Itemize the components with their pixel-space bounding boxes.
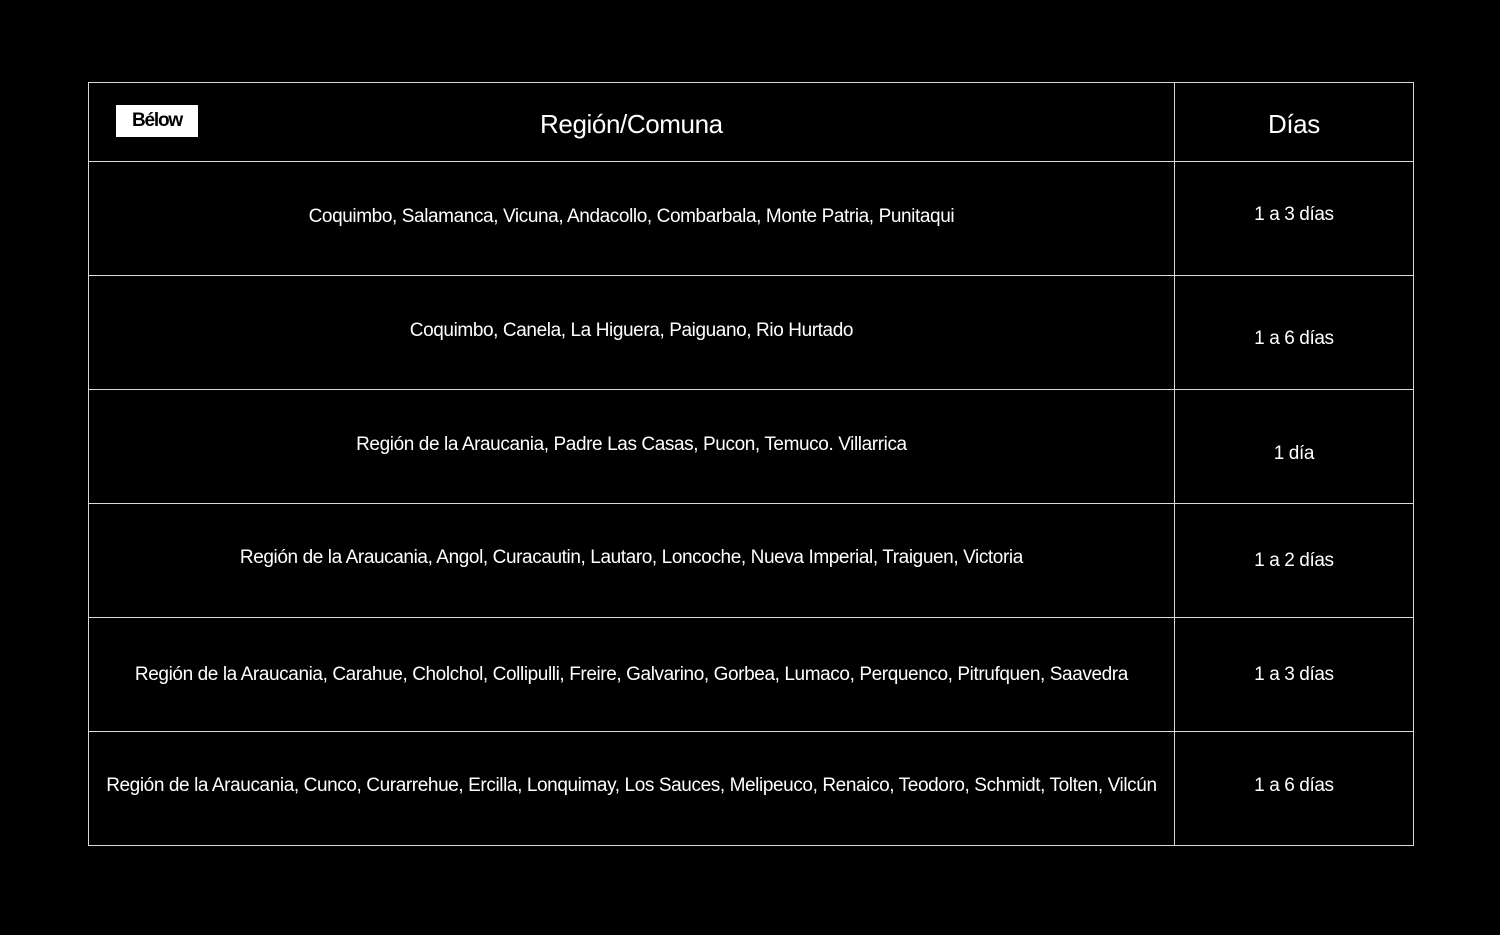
header-days-label: Días <box>1267 108 1320 139</box>
header-days-cell <box>1174 83 1413 162</box>
days-cell: 1 día <box>1174 390 1413 504</box>
table-header-row <box>89 83 1414 162</box>
table-row <box>89 732 1414 846</box>
delivery-times-table <box>88 82 1414 846</box>
region-cell: Coquimbo, Canela, La Higuera, Paiguano, Rio Hurtado <box>89 276 1175 390</box>
header-region-cell <box>89 83 1175 162</box>
table-row <box>89 504 1414 618</box>
days-cell: 1 a 6 días <box>1174 732 1413 846</box>
region-cell: Región de la Araucania, Carahue, Cholchol, Collipulli, Freire, Galvarino, Gorbea, Lumaco, Perquenco, Pitrufquen, Saavedra <box>89 618 1175 732</box>
table-row <box>89 618 1414 732</box>
days-cell: 1 a 3 días <box>1174 162 1413 276</box>
days-cell: 1 a 3 días <box>1174 618 1413 732</box>
header-region-label: Región/Comuna <box>540 108 723 139</box>
days-cell: 1 a 6 días <box>1174 276 1413 390</box>
region-cell: Región de la Araucania, Angol, Curacautin, Lautaro, Loncoche, Nueva Imperial, Traiguen, Victoria <box>89 504 1175 618</box>
days-cell: 1 a 2 días <box>1174 504 1413 618</box>
below-logo: Bélow <box>116 105 198 137</box>
region-cell: Región de la Araucania, Padre Las Casas, Pucon, Temuco. Villarrica <box>89 390 1175 504</box>
region-cell: Coquimbo, Salamanca, Vicuna, Andacollo, Combarbala, Monte Patria, Punitaqui <box>89 162 1175 276</box>
region-cell: Región de la Araucania, Cunco, Curarrehue, Ercilla, Lonquimay, Los Sauces, Melipeuco, Renaico, Teodoro, Schmidt, Tolten, Vilcún <box>89 732 1175 846</box>
table-row <box>89 276 1414 390</box>
table-row <box>89 390 1414 504</box>
table-row <box>89 162 1414 276</box>
